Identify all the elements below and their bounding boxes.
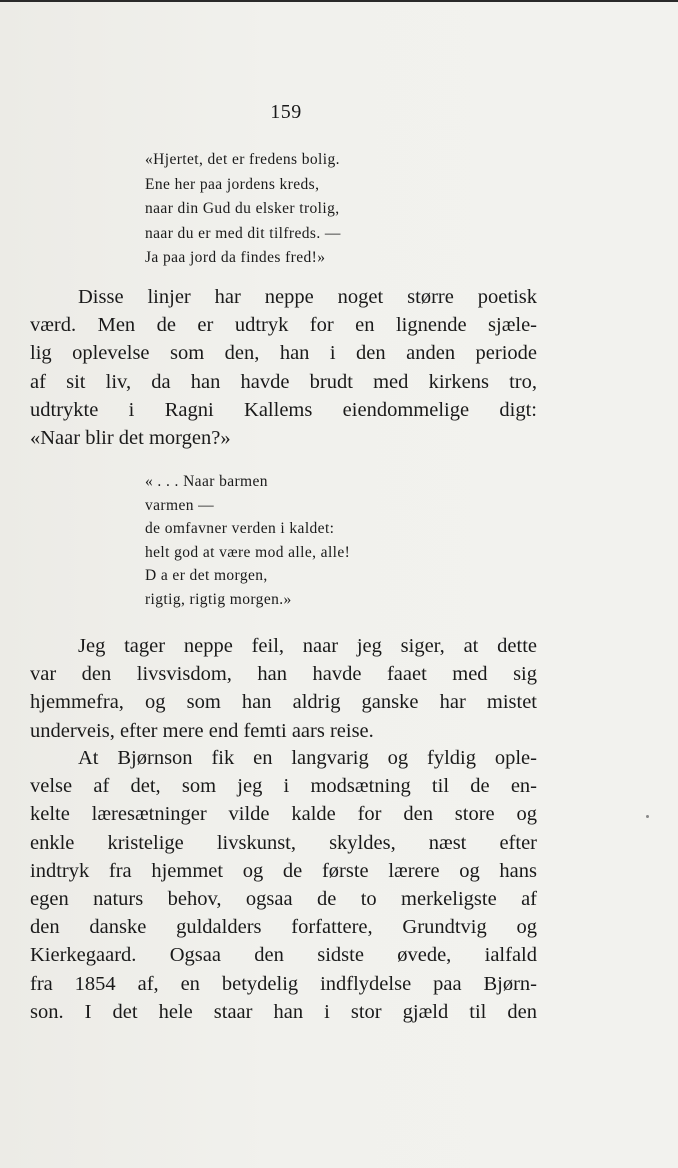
text-line: enkle kristelige livskunst, skyldes, næst efter [30, 831, 537, 854]
poem-quote-2 [145, 470, 350, 611]
text-line: var den livsvisdom, han havde faaet med sig [30, 663, 537, 686]
text-line: fra 1854 af, en betydelig indflydelse paa Bjørn- [30, 972, 537, 995]
text-line: «Naar blir det morgen?» [30, 426, 231, 449]
poem-line: helt god at være mod alle, alle! [145, 543, 351, 561]
paragraph-1 [30, 283, 537, 452]
text-line: lig oplevelse som den, han i den anden periode [30, 342, 537, 365]
text-line: af sit liv, da han havde brudt med kirkens tro, [30, 370, 537, 393]
text-line: Disse linjer har neppe noget større poetisk [78, 286, 537, 308]
text-line: son. I det hele staar han i stor gjæld til den [30, 1000, 537, 1023]
poem-line: de omfavner verden i kaldet: [145, 520, 335, 537]
text-line: At Bjørnson fik en langvarig og fyldig ople- [78, 747, 537, 769]
poem-line: varmen — [145, 496, 215, 514]
poem-line: naar din Gud du elsker trolig, [145, 200, 340, 217]
text-line: Kierkegaard. Ogsaa den sidste øvede, ialfald [30, 944, 537, 967]
poem-line: rigtig, rigtig morgen.» [145, 590, 292, 608]
text-line: udtrykte i Ragni Kallems eiendommelige digt: [30, 398, 537, 421]
text-line: Jeg tager neppe feil, naar jeg siger, at dette [78, 635, 537, 657]
poem-line: naar du er med dit tilfreds. — [145, 224, 341, 242]
poem-line: Ja paa jord da findes fred!» [145, 249, 326, 266]
text-line: værd. Men de er udtryk for en lignende sjæle- [30, 314, 537, 337]
poem-line: Ene her paa jordens kreds, [145, 175, 320, 193]
text-line: kelte læresætninger vilde kalde for den store og [30, 803, 537, 826]
poem-line: «Hjertet, det er fredens bolig. [145, 151, 340, 168]
text-line: velse af det, som jeg i modsætning til de en- [30, 775, 537, 798]
paragraph-2 [30, 632, 537, 745]
poem-quote-1 [145, 148, 341, 271]
page-number: 159 [270, 101, 302, 123]
text-line: den danske guldalders forfattere, Grundtvig og [30, 916, 537, 939]
text-line: hjemmefra, og som han aldrig ganske har mistet [30, 691, 537, 714]
poem-line: « . . . Naar barmen [145, 473, 268, 490]
text-line: indtryk fra hjemmet og de første lærere og hans [30, 859, 537, 882]
text-line: egen naturs behov, ogsaa de to merkeligste af [30, 887, 537, 910]
paper-speck [646, 815, 649, 818]
paragraph-3 [30, 744, 537, 1026]
text-line: underveis, efter mere end femti aars reise. [30, 719, 374, 742]
poem-line: D a er det morgen, [145, 567, 268, 584]
page-top-border [0, 0, 678, 2]
